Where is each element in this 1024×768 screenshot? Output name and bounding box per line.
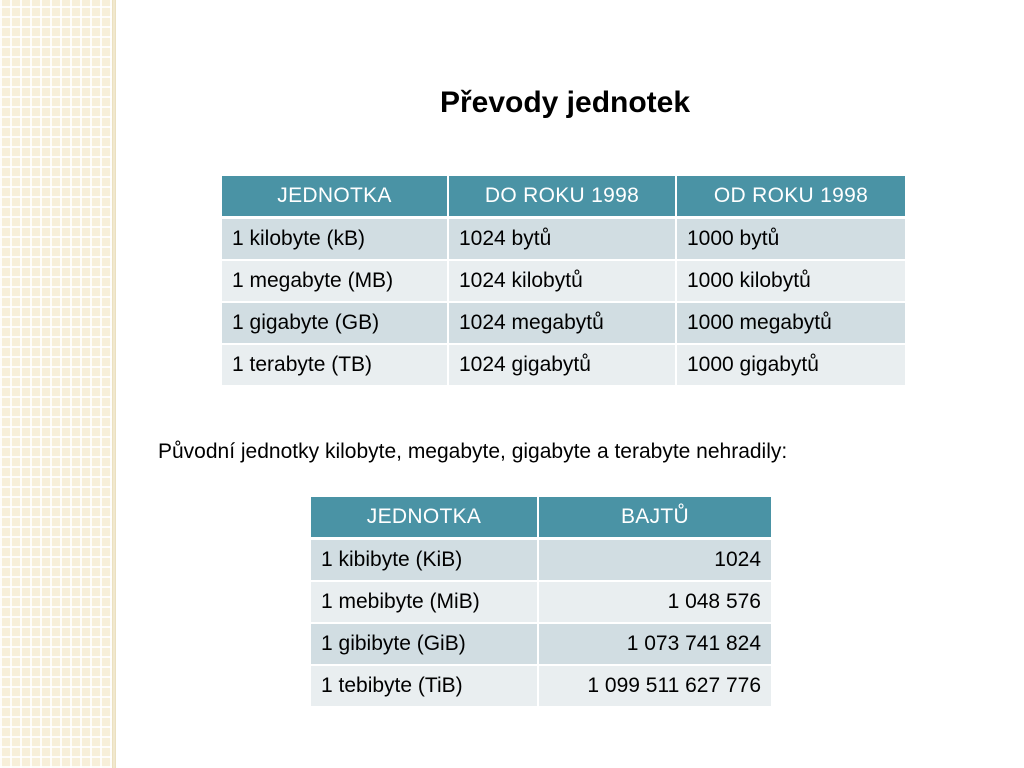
- before-1998-cell: 1024 megabytů: [448, 302, 676, 344]
- before-1998-cell: 1024 bytů: [448, 218, 676, 261]
- note-text: Původní jednotky kilobyte, megabyte, gigabyte a terabyte nehradily:: [158, 440, 788, 463]
- header-unit: JEDNOTKA: [222, 176, 448, 218]
- unit-cell: 1 tebibyte (TiB): [311, 665, 538, 707]
- header-unit: JEDNOTKA: [311, 497, 538, 539]
- table-row: [222, 218, 905, 261]
- header-before-1998: DO ROKU 1998: [448, 176, 676, 218]
- header-since-1998: OD ROKU 1998: [676, 176, 905, 218]
- table-header-row: [311, 497, 771, 539]
- bytes-cell: 1 099 511 627 776: [538, 665, 771, 707]
- units-conversion-table: [222, 176, 905, 387]
- table-header-row: [222, 176, 905, 218]
- binary-units-table: [311, 497, 771, 708]
- unit-cell: 1 kibibyte (KiB): [311, 539, 538, 582]
- unit-cell: 1 kilobyte (kB): [222, 218, 448, 261]
- table-row: [311, 539, 771, 582]
- unit-cell: 1 gigabyte (GB): [222, 302, 448, 344]
- since-1998-cell: 1000 megabytů: [676, 302, 905, 344]
- before-1998-cell: 1024 kilobytů: [448, 260, 676, 302]
- bytes-cell: 1024: [538, 539, 771, 582]
- table-row: [222, 302, 905, 344]
- since-1998-cell: 1000 kilobytů: [676, 260, 905, 302]
- unit-cell: 1 mebibyte (MiB): [311, 581, 538, 623]
- bytes-cell: 1 073 741 824: [538, 623, 771, 665]
- before-1998-cell: 1024 gigabytů: [448, 344, 676, 386]
- table-row: [311, 623, 771, 665]
- unit-cell: 1 gibibyte (GiB): [311, 623, 538, 665]
- header-bytes: BAJTŮ: [538, 497, 771, 539]
- bytes-cell: 1 048 576: [538, 581, 771, 623]
- slide-title: Převody jednotek: [439, 86, 691, 119]
- table-row: [222, 344, 905, 386]
- table-row: [222, 260, 905, 302]
- table-row: [311, 665, 771, 707]
- since-1998-cell: 1000 gigabytů: [676, 344, 905, 386]
- unit-cell: 1 megabyte (MB): [222, 260, 448, 302]
- table-row: [311, 581, 771, 623]
- since-1998-cell: 1000 bytů: [676, 218, 905, 261]
- unit-cell: 1 terabyte (TB): [222, 344, 448, 386]
